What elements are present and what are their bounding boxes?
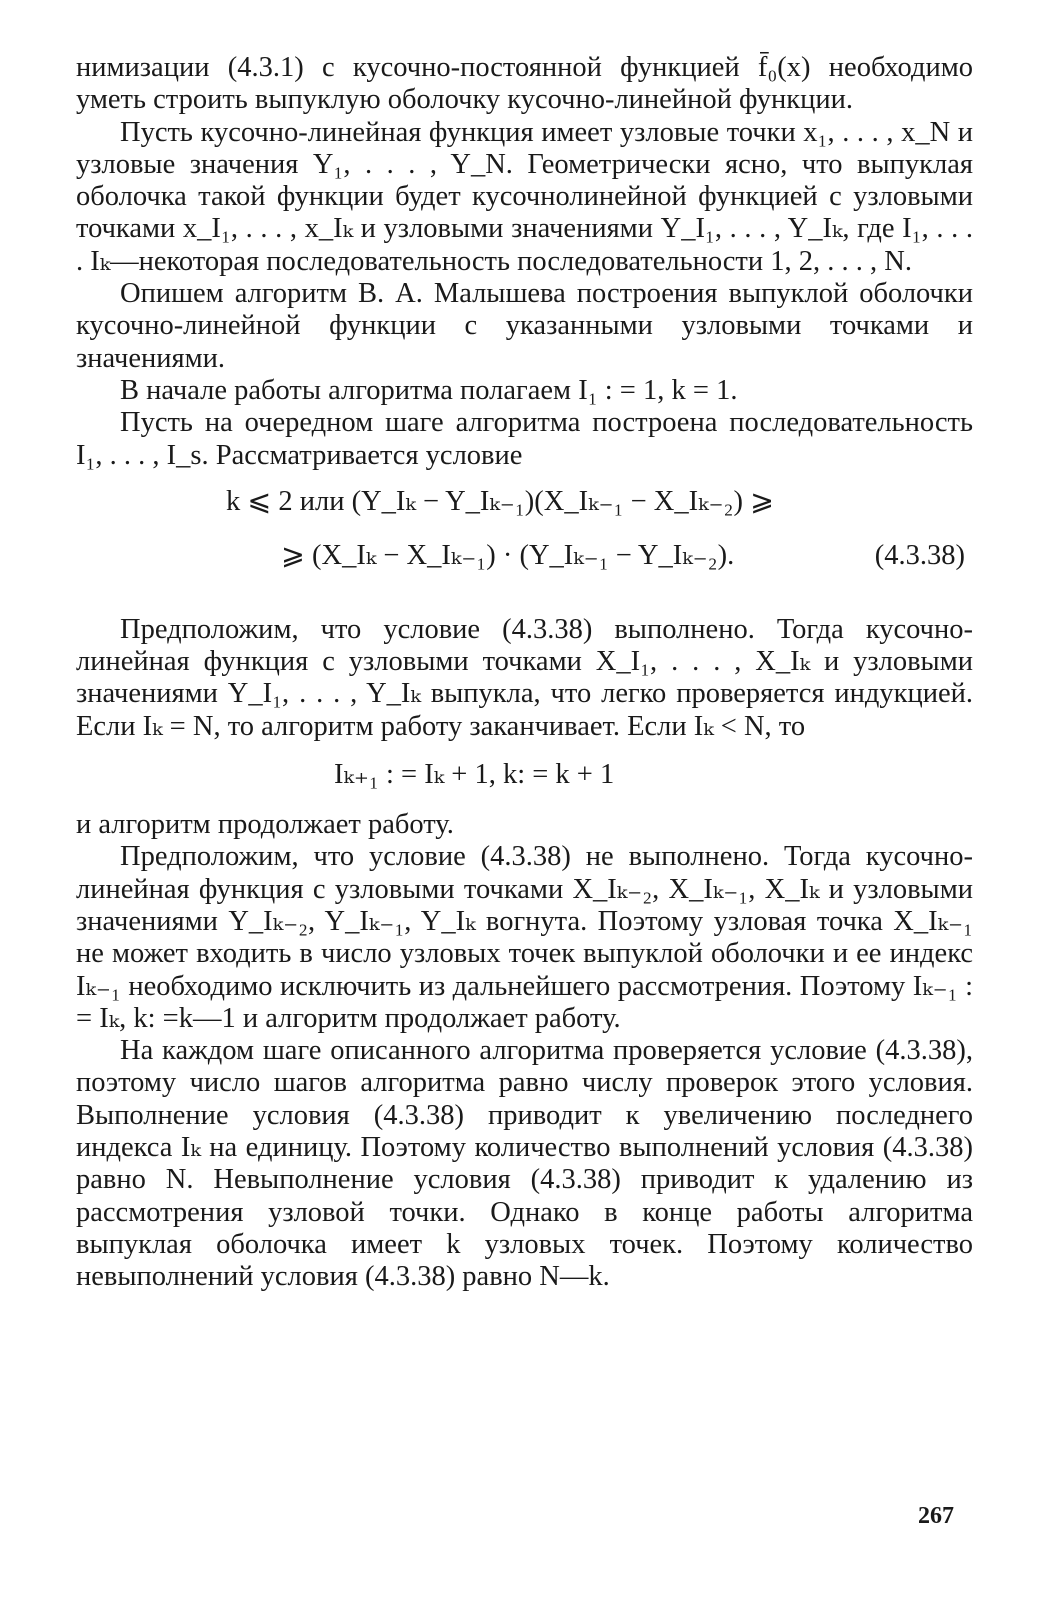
page-body: [76, 52, 973, 1294]
paragraph-algorithm-intro: Опишем алгоритм В. А. Малышева построения выпуклой оболочки кусочно-линейной функции с указанными узловыми точками и значениями.: [76, 278, 973, 374]
paragraph-condition-satisfied: Предположим, что условие (4.3.38) выполнено. Тогда кусочно-линейная функция с узловыми точками X_I₁, . . . , X_Iₖ и узловыми значениями Y_I₁, . . . , Y_Iₖ выпукла, что легко проверяется индукцией. Если Iₖ = N, то алгоритм работу заканчивает. Если Iₖ < N, то: [76, 613, 973, 742]
paragraph-initialization: В начале работы алгоритма полагаем I₁ : = 1, k = 1.: [120, 374, 738, 406]
formula-update-text: Iₖ₊₁ : = Iₖ + 1, k: = k + 1: [334, 759, 615, 791]
formula-condition-text-1: k ⩽ 2 или (Y_Iₖ − Y_Iₖ₋₁)(X_Iₖ₋₁ − X_Iₖ₋₂) ⩾: [226, 485, 774, 517]
formula-condition-line2: [76, 532, 973, 594]
paragraph-continue: и алгоритм продолжает работу.: [76, 809, 454, 841]
paragraph-complexity: На каждом шаге описанного алгоритма проверяется условие (4.3.38), поэтому число шагов алгоритма равно числу проверок этого условия. Выполнение условия (4.3.38) приводит к увеличению последнего индекса Iₖ на единицу. Поэтому количество выполнений условия (4.3.38) равно N. Невыполнение условия (4.3.38) приводит к удалению из рассмотрения узловой точки. Однако в конце работы алгоритма выпуклая оболочка имеет k узловых точек. Поэтому количество невыполнений условия (4.3.38) равно N—k.: [76, 1035, 973, 1293]
paragraph-piecewise-definition: Пусть кусочно-линейная функция имеет узловые точки x₁, . . . , x_N и узловые значения Y₁, . . . , Y_N. Геометрически ясно, что выпуклая оболочка такой функции будет кусочнолинейной функцией с узловыми точками x_I₁, . . . , x_Iₖ и узловыми значениями Y_I₁, . . . , Y_Iₖ, где I₁, . . . . Iₖ—некоторая последовательность последовательности 1, 2, . . . , N.: [76, 116, 973, 277]
formula-update: [76, 743, 973, 809]
paragraph-intro-continuation: нимизации (4.3.1) с кусочно-постоянной функцией f̄₀(x) необходимо уметь строить выпуклую оболочку кусочно-линейной функции.: [76, 52, 973, 116]
formula-condition-line1: [76, 472, 973, 532]
paragraph-condition-not-satisfied: Предположим, что условие (4.3.38) не выполнено. Тогда кусочно-линейная функция с узловыми точками X_Iₖ₋₂, X_Iₖ₋₁, X_Iₖ и узловыми значениями Y_Iₖ₋₂, Y_Iₖ₋₁, Y_Iₖ вогнута. Поэтому узловая точка X_Iₖ₋₁ не может входить в число узловых точек выпуклой оболочки и ее индекс Iₖ₋₁ необходимо исключить из дальнейшего рассмотрения. Поэтому Iₖ₋₁ : = Iₖ, k: =k—1 и алгоритм продолжает работу.: [76, 841, 973, 1034]
formula-condition-text-2: ⩾ (X_Iₖ − X_Iₖ₋₁) · (Y_Iₖ₋₁ − Y_Iₖ₋₂).: [281, 539, 735, 571]
paragraph-step-condition: Пусть на очередном шаге алгоритма построена последовательность I₁, . . . , I_s. Рассматривается условие: [76, 407, 973, 471]
equation-number: (4.3.38): [874, 539, 965, 571]
page-number: 267: [918, 1503, 954, 1529]
